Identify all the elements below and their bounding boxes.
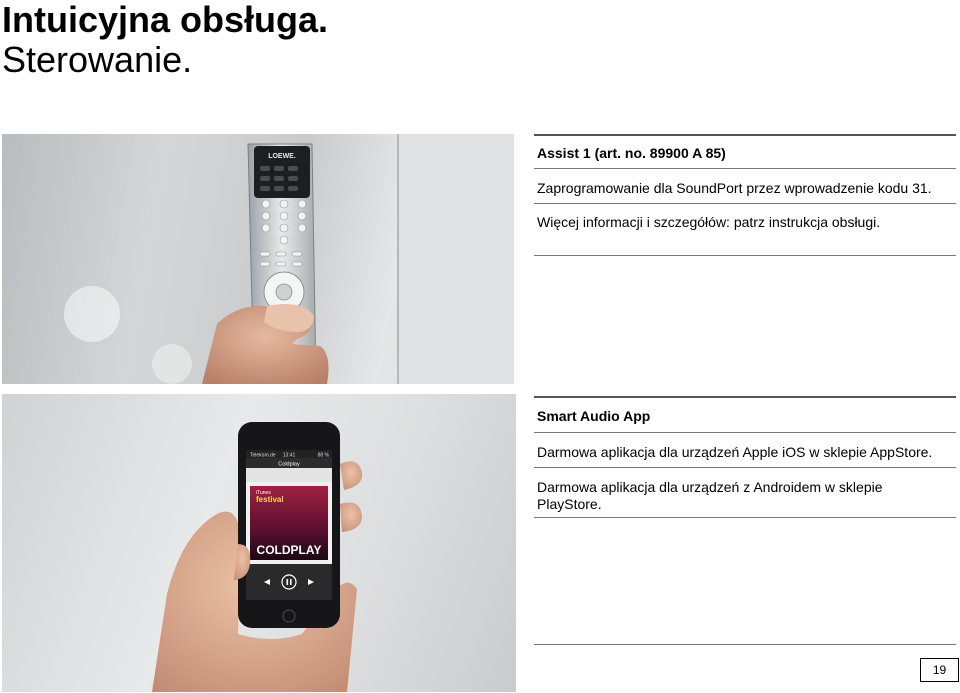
assist-line-2: Więcej informacji i szczegółów: patrz instrukcja obsługi. [537, 214, 881, 230]
artwork-itunes-label: iTunes [256, 490, 271, 496]
smart-app-line-2: Darmowa aplikacja dla urządzeń z Androidem w sklepie PlayStore. [537, 479, 883, 512]
divider [534, 467, 956, 468]
remote-brand-label: LOEWE. [268, 153, 296, 160]
remote-control-illustration [2, 134, 514, 384]
smartphone-photo [2, 394, 516, 692]
divider [534, 432, 956, 433]
page-number: 19 [920, 658, 959, 682]
phone-status-battery: 88 % [317, 452, 329, 459]
phone-status-carrier: Telekom.de [250, 452, 276, 459]
divider [534, 517, 956, 518]
smart-app-line-1: Darmowa aplikacja dla urządzeń Apple iOS w sklepie AppStore. [537, 444, 933, 460]
page-title-bold: Intuicyjna obsługa. [2, 0, 329, 40]
smart-app-heading: Smart Audio App [537, 408, 651, 424]
phone-status-time: 13:41 [282, 452, 296, 459]
smartphone-illustration [2, 394, 516, 692]
artwork-band-label: COLDPLAY [256, 543, 322, 557]
divider [534, 396, 956, 398]
artwork-festival-label: festival [256, 495, 284, 504]
assist-heading: Assist 1 (art. no. 89900 A 85) [537, 145, 726, 161]
divider [534, 255, 956, 256]
divider [534, 134, 956, 136]
footer-divider [534, 644, 956, 645]
divider [534, 168, 956, 169]
phone-app-title: Coldplay [278, 461, 300, 468]
page-title-regular: Sterowanie. [2, 39, 193, 80]
page-title [2, 0, 328, 80]
remote-control-photo [2, 134, 514, 384]
assist-line-1: Zaprogramowanie dla SoundPort przez wprowadzenie kodu 31. [537, 180, 932, 196]
divider [534, 203, 956, 204]
